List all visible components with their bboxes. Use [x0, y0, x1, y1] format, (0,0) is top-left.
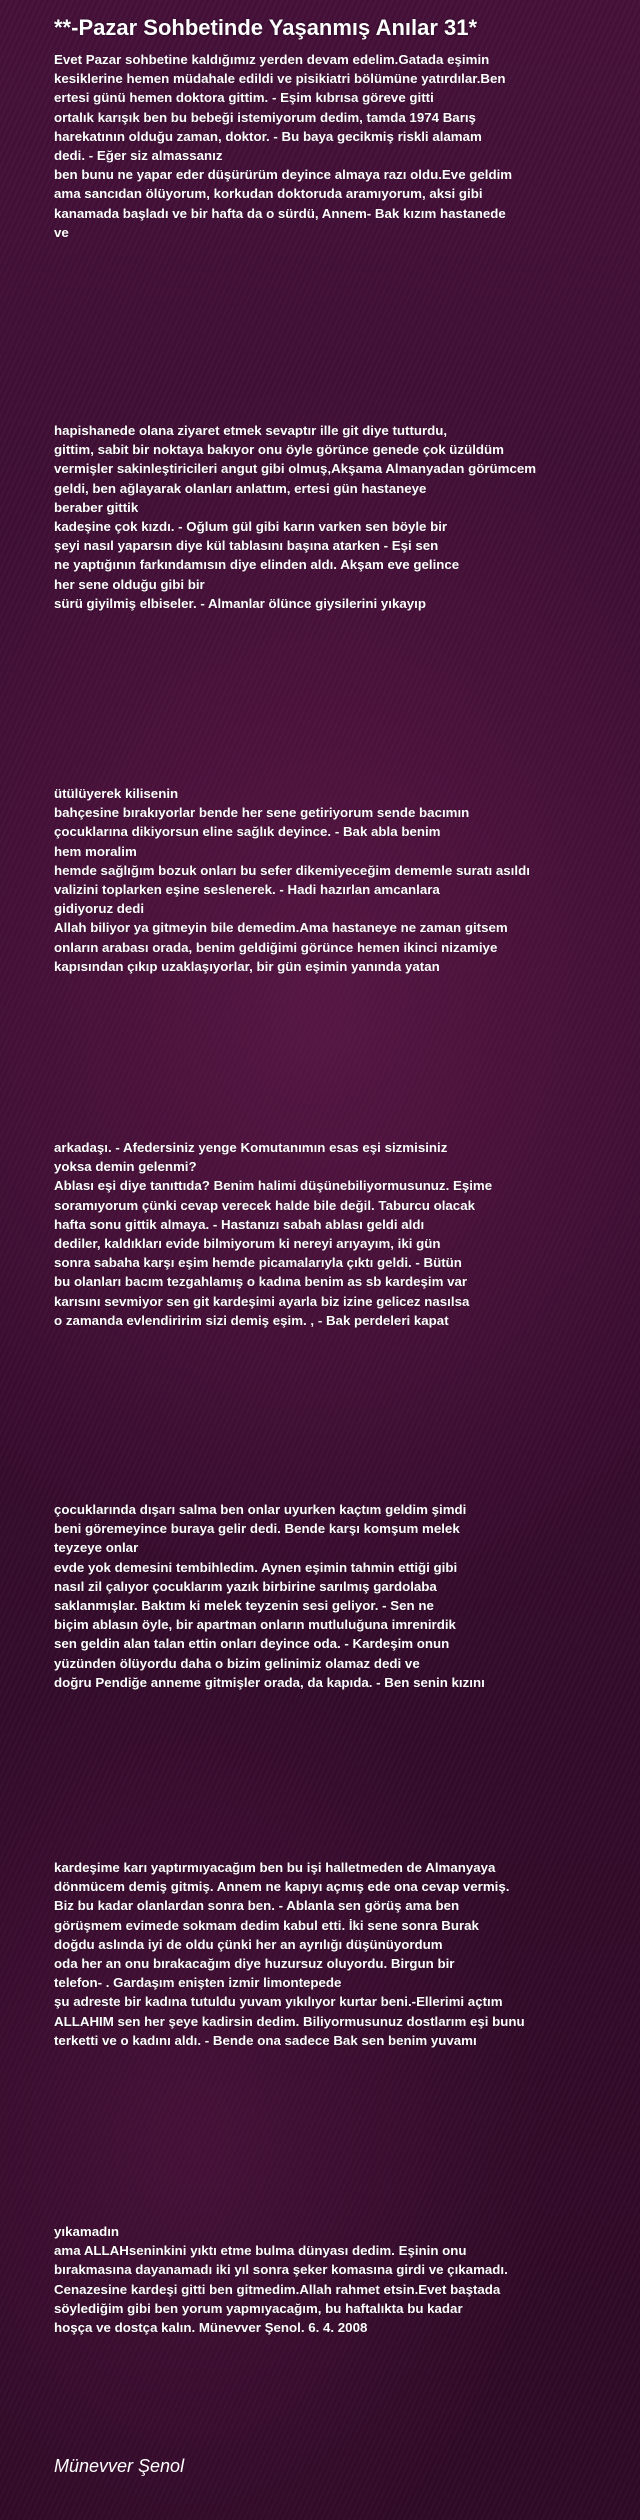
- text-line: ama sancıdan ölüyorum, korkudan doktoruda aramıyorum, aksi gibi: [54, 186, 483, 202]
- text-block-3: [54, 784, 640, 976]
- text-line: çocuklarında dışarı salma ben onlar uyurken kaçtım geldim şimdi: [54, 1502, 467, 1517]
- text-line: onların arabası orada, benim geldiğimi görünce hemen ikinci nizamiye: [54, 939, 498, 955]
- text-line: yoksa demin gelenmi?: [54, 1159, 197, 1175]
- text-line: telefon- . Gardaşım enişten izmir limontepede: [54, 1975, 342, 1991]
- text-line: yüzünden ölüyordu daha o bizim gelinimiz olamaz dedi ve: [54, 1655, 420, 1671]
- text-line: terketti ve o kadını aldı. - Bende ona sadece Bak sen benim yuvamı: [54, 2032, 477, 2048]
- text-line: gidiyoruz dedi: [54, 901, 145, 917]
- text-line: Evet Pazar sohbetine kaldığımız yerden devam edelim.Gatada eşimin: [54, 52, 490, 67]
- author-signature: Münevver Şenol: [54, 2456, 185, 2476]
- text-line: saklanmışlar. Baktım ki melek teyzenin sesi geliyor. - Sen ne: [54, 1597, 434, 1613]
- text-line: kanamada başladı ve bir hafta da o sürdü, Annem- Bak kızım hastanede: [54, 205, 506, 221]
- text-line: teyzeye onlar: [54, 1540, 139, 1556]
- text-line: çocuklarına dikiyorsun eline sağlık deyince. - Bak abla benim: [54, 824, 441, 840]
- text-line: dönmücem demiş gitmiş. Annem ne kapıyı açmış ede ona cevap vermiş.: [54, 1879, 510, 1895]
- text-line: hoşça ve dostça kalın. Münevver Şenol. 6. 4. 2008: [54, 2319, 368, 2335]
- text-line: arkadaşı. - Afedersiniz yenge Komutanımın esas eşi sizmisiniz: [54, 1140, 448, 1155]
- text-block-7: [54, 2222, 640, 2337]
- text-line: hafta sonu gittik almaya. - Hastanızı sabah ablası geldi aldı: [54, 1216, 425, 1232]
- text-block-6: [54, 1858, 640, 2050]
- text-line: ortalık karışık ben bu bebeği istemiyorum dedim, tamda 1974 Barış: [54, 109, 476, 125]
- text-line: yıkamadın: [54, 2224, 120, 2239]
- text-line: biçim ablasın öyle, bir apartman onların mutluluğuna imrenirdik: [54, 1617, 456, 1633]
- text-block-2: [54, 421, 640, 613]
- text-line: hemde sağlığım bozuk onları bu sefer dikemiyeceğim dememle suratı asıldı: [54, 862, 530, 878]
- text-line: bahçesine bırakıyorlar bende her sene getiriyorum sende bacımın: [54, 805, 470, 821]
- text-line: ve: [54, 224, 69, 240]
- poem-title: **-Pazar Sohbetinde Yaşanmış Anılar 31*: [54, 15, 478, 40]
- text-line: Biz bu kadar olanlardan sonra ben. - Ablanla sen görüş ama ben: [54, 1898, 460, 1914]
- text-line: söylediğim gibi ben yorum yapmıyacağım, bu haftalıkta bu kadar: [54, 2300, 463, 2316]
- text-line: soramıyorum çünki cevap verecek halde bile değil. Taburcu olacak: [54, 1197, 475, 1213]
- text-line: sen geldin alan talan ettin onları deyince oda. - Kardeşim onun: [54, 1636, 450, 1652]
- text-line: doğru Pendiğe anneme gitmişler orada, da kapıda. - Ben senin kızını: [54, 1674, 485, 1690]
- text-line: beni göremeyince buraya gelir dedi. Bende karşı komşum melek: [54, 1521, 460, 1537]
- text-line: harekatının olduğu zaman, doktor. - Bu baya gecikmiş riskli alamam: [54, 128, 482, 144]
- text-line: her sene olduğu gibi bir: [54, 576, 205, 592]
- text-line: oda her an onu bırakacağım diye huzursuz oluyordu. Birgun bir: [54, 1955, 455, 1971]
- text-line: karısını sevmiyor sen git kardeşimi ayarla biz izine gelicez nasılsa: [54, 1293, 470, 1309]
- text-line: bu olanları bacım tezgahlamış o kadına benim as sb kardeşim var: [54, 1274, 468, 1290]
- text-line: doğdu aslında iyi de oldu çünki her an ayrılığı düşünüyordum: [54, 1936, 443, 1952]
- text-line: hapishanede olana ziyaret etmek sevaptır ille git diye tutturdu,: [54, 423, 448, 438]
- text-line: ertesi günü hemen doktora gittim. - Eşim kıbrısa göreve gitti: [54, 90, 434, 106]
- text-line: ben bunu ne yapar eder düşürürüm deyince almaya razı oldu.Eve geldim: [54, 167, 513, 183]
- text-line: ama ALLAHseninkini yıktı etme bulma dünyası dedim. Eşinin onu: [54, 2243, 467, 2259]
- text-line: bırakmasına dayanamadı iki yıl sonra şeker komasına girdi ve çıkamadı.: [54, 2262, 508, 2278]
- text-line: nasıl zil çalıyor çocuklarım yazık birbirine sarılmış gardolaba: [54, 1578, 437, 1594]
- text-line: ütülüyerek kilisenin: [54, 786, 179, 801]
- text-line: evde yok demesini tembihledim. Aynen eşimin tahmin ettiği gibi: [54, 1559, 458, 1575]
- text-line: hem moralim: [54, 843, 137, 859]
- text-line: valizini toplarken eşine seslenerek. - Hadi hazırlan amcanlara: [54, 881, 440, 897]
- text-line: kesiklerine hemen müdahale edildi ve pisikiatri bölümüne yatırdılar.Ben: [54, 71, 506, 87]
- text-line: ne yaptığının farkındamısın diye elinden aldı. Akşam eve gelince: [54, 557, 460, 573]
- text-line: ALLAHIM sen her şeye kadirsin dedim. Biliyormusunuz dostlarım eşi bunu: [54, 2013, 525, 2029]
- text-line: gittim, sabit bir noktaya bakıyor onu öyle görünce genede çok üzüldüm: [54, 442, 504, 458]
- text-line: kapısından çıkıp uzaklaşıyorlar, bir gün eşimin yanında yatan: [54, 958, 440, 974]
- text-line: şeyi nasıl yaparsın diye kül tablasını başına atarken - Eşi sen: [54, 538, 439, 554]
- text-block-4: [54, 1138, 640, 1330]
- text-line: Cenazesine kardeşi gitti ben gitmedim.Allah rahmet etsin.Evet baştada: [54, 2281, 501, 2297]
- text-line: o zamanda evlendiririm sizi demiş eşim. , - Bak perdeleri kapat: [54, 1312, 449, 1328]
- text-line: dedi. - Eğer siz almassanız: [54, 147, 223, 163]
- text-line: Ablası eşi diye tanıttıda? Benim halimi düşünebiliyormusunuz. Eşime: [54, 1178, 493, 1194]
- text-line: şu adreste bir kadına tutuldu yuvam yıkılıyor kurtar beni.-Ellerimi açtım: [54, 1994, 503, 2010]
- text-line: sonra sabaha karşı eşim hemde picamalarıyla çıktı geldi. - Bütün: [54, 1255, 462, 1271]
- text-line: Allah biliyor ya gitmeyin bile demedim.Ama hastaneye ne zaman gitsem: [54, 920, 508, 936]
- text-block-1: [54, 50, 640, 242]
- text-line: kadeşine çok kızdı. - Oğlum gül gibi karın varken sen böyle bir: [54, 518, 448, 534]
- text-line: vermişler sakinleştiricileri angut gibi olmuş,Akşama Almanyadan görümcem: [54, 461, 537, 477]
- text-line: kardeşime karı yaptırmıyacağım ben bu işi halletmeden de Almanyaya: [54, 1860, 496, 1875]
- text-line: görüşmem evimede sokmam dedim kabul etti. İki sene sonra Burak: [54, 1917, 479, 1933]
- text-line: geldi, ben ağlayarak olanları anlattım, ertesi gün hastaneye: [54, 480, 427, 496]
- text-line: dediler, kaldıkları evide bilmiyorum ki nereyi arıyayım, iki gün: [54, 1235, 441, 1251]
- text-block-5: [54, 1500, 640, 1692]
- text-line: sürü giyilmiş elbiseler. - Almanlar ölünce giysilerini yıkayıp: [54, 595, 426, 611]
- text-line: beraber gittik: [54, 499, 139, 515]
